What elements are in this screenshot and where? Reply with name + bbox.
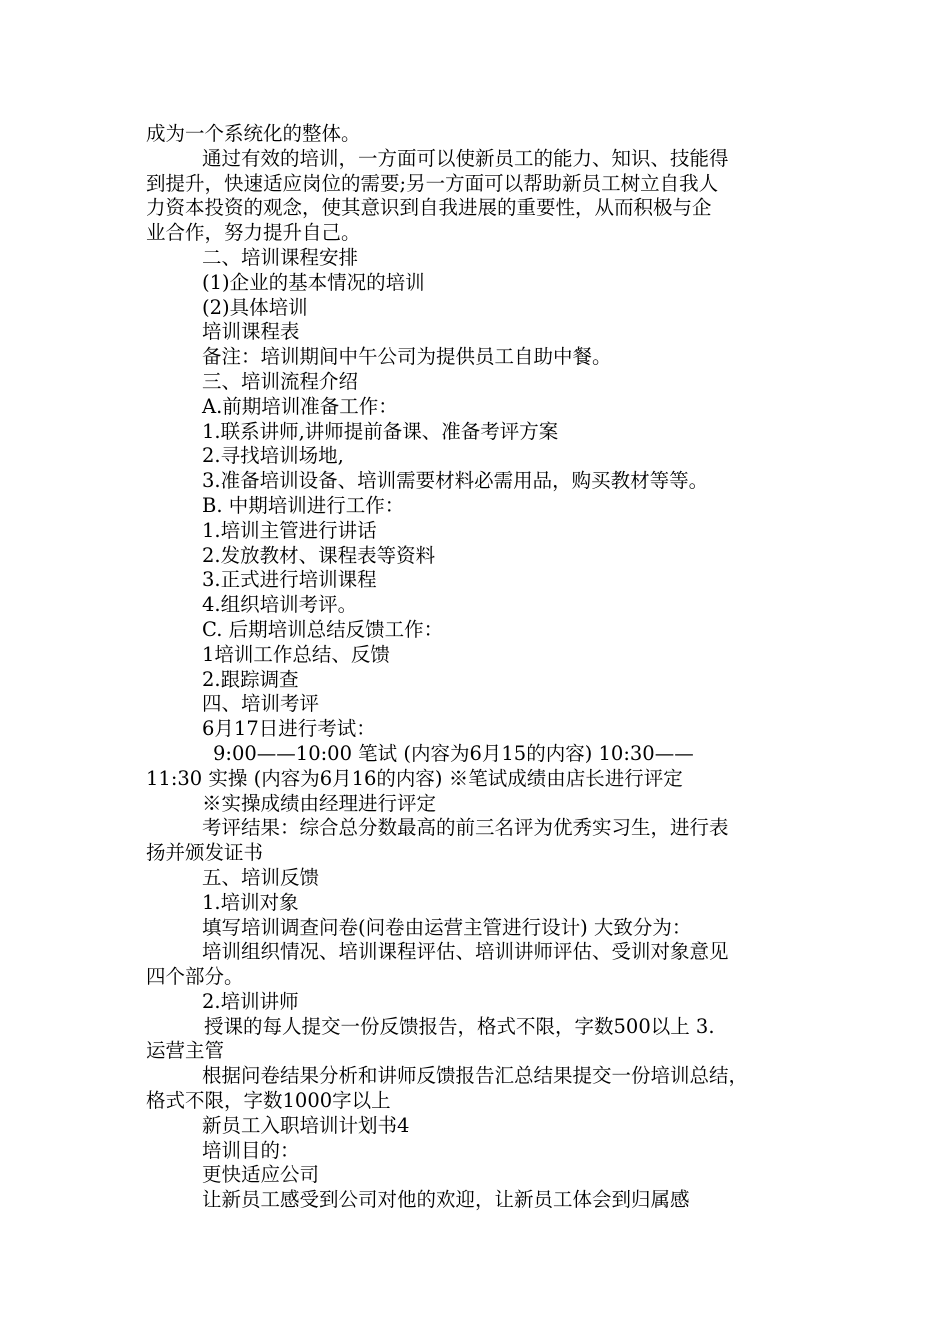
text-line: 培训目的：: [202, 1138, 300, 1162]
text-line: 根据问卷结果分析和讲师反馈报告汇总结果提交一份培训总结，: [202, 1064, 749, 1088]
document-page: [146, 122, 818, 1213]
section-heading: 五、培训反馈: [202, 865, 320, 889]
text-line: 通过有效的培训，一方面可以使新员工的能力、知识、技能得: [202, 146, 729, 170]
text-line: 2.寻找培训场地,: [202, 444, 344, 468]
text-line: 考评结果：综合总分数最高的前三名评为优秀实习生，进行表: [202, 816, 729, 840]
text-line: 运营主管: [146, 1039, 225, 1063]
text-line: 填写培训调查问卷(问卷由运营主管进行设计) 大致分为：: [202, 915, 692, 939]
text-line: 业合作，努力提升自己。: [146, 221, 361, 245]
section-heading: 二、培训课程安排: [202, 245, 359, 269]
text-line: 1培训工作总结、反馈: [202, 642, 390, 666]
text-line: 授课的每人提交一份反馈报告，格式不限，字数500以上 3.: [204, 1014, 715, 1038]
text-line: 让新员工感受到公司对他的欢迎，让新员工体会到归属感: [202, 1188, 690, 1212]
text-line: 1.培训主管进行讲话: [202, 518, 377, 542]
text-line: 更快适应公司: [202, 1163, 320, 1187]
text-line: 2.发放教材、课程表等资料: [202, 543, 436, 567]
text-line: 培训课程表: [202, 320, 300, 344]
text-line: 6月17日进行考试：: [202, 717, 376, 741]
text-line: 四个部分。: [146, 965, 244, 989]
text-line: (1)企业的基本情况的培训: [202, 270, 425, 294]
text-line: 力资本投资的观念，使其意识到自我进展的重要性，从而积极与企: [146, 196, 712, 220]
text-line: 2.跟踪调查: [202, 667, 299, 691]
text-line: 9:00——10:00 笔试 (内容为6月15的内容) 10:30——: [213, 741, 694, 765]
text-line: 3.准备培训设备、培训需要材料必需用品，购买教材等等。: [202, 469, 709, 493]
text-line: 格式不限，字数1000字以上: [146, 1089, 391, 1113]
section-heading: 四、培训考评: [202, 692, 320, 716]
text-line: (2)具体培训: [202, 295, 308, 319]
text-line: 4.组织培训考评。: [202, 593, 358, 617]
text-line: 到提升，快速适应岗位的需要;另一方面可以帮助新员工树立自我人: [146, 171, 719, 195]
text-line: 11:30 实操 (内容为6月16的内容) ※笔试成绩由店长进行评定: [146, 766, 683, 790]
text-line: 1.培训对象: [202, 890, 299, 914]
text-line: 培训组织情况、培训课程评估、培训讲师评估、受训对象意见: [202, 940, 729, 964]
text-line: 备注：培训期间中午公司为提供员工自助中餐。: [202, 345, 612, 369]
text-line: C. 后期培训总结反馈工作：: [202, 617, 444, 641]
text-line: B. 中期培训进行工作：: [202, 493, 405, 517]
text-line: 1.联系讲师,讲师提前备课、准备考评方案: [202, 419, 559, 443]
section-heading: 三、培训流程介绍: [202, 369, 359, 393]
text-line: 扬并颁发证书: [146, 841, 264, 865]
text-line: A.前期培训准备工作：: [202, 394, 398, 418]
text-line: 3.正式进行培训课程: [202, 568, 377, 592]
text-line: ※实操成绩由经理进行评定: [202, 791, 437, 815]
text-line: 2.培训讲师: [202, 989, 299, 1013]
text-line: 成为一个系统化的整体。: [146, 122, 361, 145]
text-line: 新员工入职培训计划书4: [202, 1113, 410, 1137]
